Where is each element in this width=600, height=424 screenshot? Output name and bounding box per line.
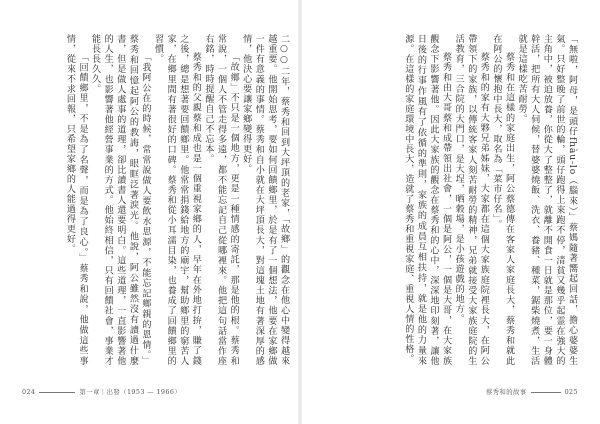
running-head: 蔡秀和的故事 (485, 388, 527, 396)
book-gutter (298, 0, 302, 424)
footer-rule (39, 392, 75, 393)
paragraph: 「故鄉」不只是一個地方，更是一種情感的寄託，那是他的根。蔡秀和常說，一個人不管走得多遠，都不能忘記自己從哪裡來。他把這句話當作座右銘，時時提醒自己不忘本。 (203, 34, 239, 366)
paragraph: 「我阿公在的時候，常常說做人要飲水思源，不能忘記鄉親的恩情。」蔡秀和回憶起阿公的教誨，眼眶泛著淚光。他說，阿公雖然沒有讀過什麼書，但是做人處事的道理，卻比讀書人還要明白。這些道理，一直影響著他的人生，也影響著他經營事業的方式。他始終相信，只有回饋社會，事業才能長長久久。 (90, 34, 151, 366)
left-footer (22, 386, 181, 398)
paragraph: 蔡秀和由大哥蔡和成帶領出社會，一個是阿公，一個是大哥，在大家族觀念下影響著他。因此大家族的觀念在蔡秀和的心中，深深地印刻著，讓他日後的行事作風有了依循的準則，家族的成員互相扶持，就是他的力量來源。在這樣的家庭環境中長大，造就了蔡秀和重視家庭、重視人情的性格。 (403, 34, 452, 366)
paragraph: 「無啦，阿母，是頭仔fhàu-lo（腦來）」蔡媽隨著嚮起回話，擔心婆婆生氣。只好整晚了前世的輪，頭仔跑得上來跑不停，清貧又幾乎起霊在強大的主角中，被迫放養，你從大了整整了，就離不開食一日就是那位，要一身體幹活，把所有大人伺候，替婆婆燒飯、洗衣、養豬、種菜，鋸柴燒煮，生活就是這樣吃苦耐勞。 (516, 34, 577, 366)
right-page-text (314, 34, 578, 366)
left-page (22, 34, 290, 366)
right-footer (486, 386, 578, 398)
paragraph: 蔡秀和的家有大夥兄弟姊妹，大家都在這個大家族庭院裡長大，在阿公帶領下的家族，以傳統客家人刻苦耐勞的精神，兄弟就接受大家族庭院的生活教育，三合院的大門口，是大埕，晒穀場，是小孩遊戲的地方。 (453, 34, 489, 366)
paragraph: 二○○二年，蔡秀和回到大坪頂的老家，「故鄉」的觀念在他心中變得越來越重要。他開始思考，要如何回饋鄉里，於是有了一個想法，他要在家鄉做一件有意義的事情。蔡秀和自小就在大坪頂長大，對這塊土地有著深厚的感情，他決心要讓家鄉變得更好。 (241, 34, 289, 366)
paragraph: 蔡秀和在這樣的家庭出生，阿公蔡德傳在客家人家庭長大，蔡秀和就此在阿公的懷抱中長大，取名為「菜市仔名」。 (491, 34, 515, 366)
paragraph: 蔡秀和的父親蔡和成也是一個重視家鄉的人，早年在外地打拚，賺了錢之後，總是想著要回饋鄉里。他常常捐錢給地方的廟宇，幫助鄉里的窮苦人家，在鄉里間有著很好的口碑。蔡秀和從小耳濡目染，也養成了回饋鄉里的習慣。 (153, 34, 201, 366)
right-page (314, 34, 578, 366)
paragraph: 「回饋鄉里，不是為了名聲，而是為了良心。」蔡秀和說，他做這些事情，從來不求回報，只希望家鄉的人能過得更好。 (64, 34, 88, 366)
page-number: 024 (22, 388, 36, 396)
left-page-text (22, 34, 290, 366)
page-number: 025 (564, 388, 578, 396)
footer-rule (531, 392, 561, 393)
running-head: 第一章｜出發（1953 — 1966） (79, 388, 182, 396)
